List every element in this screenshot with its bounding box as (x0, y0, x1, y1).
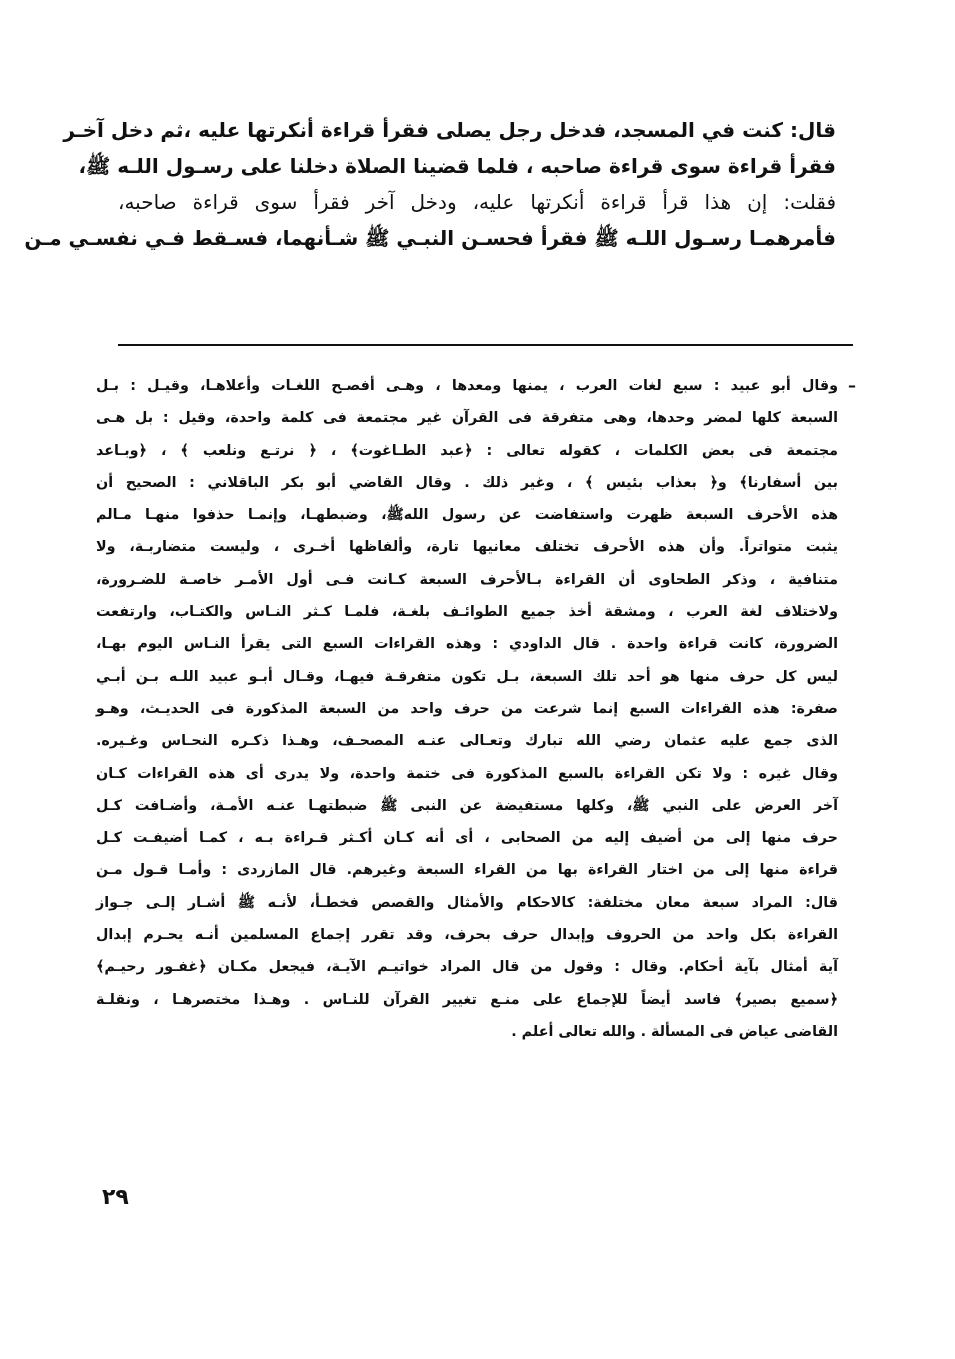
footnote-line: آخر العرض على النبي ﷺ، وكلها مستفيضة عن النبى ﷺ ضبطتهـا عنـه الأمـة، وأضـافت كـل (96, 797, 838, 814)
footnote-separator-rule (118, 344, 853, 346)
footnote-line: قال: المراد سبعة معان مختلفة: كالاحكام والأمثال والقصص فخطـأ، لأنـه ﷺ أشـار إلـى جـواز (96, 894, 838, 911)
footnote-block (96, 370, 838, 1048)
footnote-line: مجتمعة فى بعض الكلمات ، كقوله تعالى : ﴿عبد الطـاغوت﴾ ، ﴿ نرتـع ونلعب ﴾ ، ﴿وبـاعد (96, 442, 838, 459)
footnote-line: ليس كل حرف منها هو أحد تلك السبعة، بـل تكون متفرقـة فيهـا، وقـال أبـو عبيد اللـه بـن أبـي (96, 668, 838, 685)
footnote-marker: – (848, 376, 856, 395)
footnote-line: هذه الأحرف السبعة ظهرت واستفاضت عن رسول اللهﷺ، وضبطهـا، وإنمـا حذفوا منهـا مـالم (96, 507, 838, 524)
footnote-line: ولاختلاف لغة العرب ، ومشقة أخذ جميع الطوائـف بلغـة، فلمـا كـثر النـاس والكتـاب، وارتفعت (96, 604, 838, 621)
footnote-line: القاضى عياض فى المسألة . والله تعالى أعلم . (511, 1023, 838, 1040)
footnote-line: الذى جمع عليه عثمان رضي الله تبارك وتعـالى عنـه المصحـف، وهـذا ذكـره النحـاس وغـيره. (96, 733, 838, 750)
main-text-block (24, 112, 836, 256)
footnote-line: يثبت متواتراً. وأن هذه الأحرف تختلف معانيها تارة، وألفاظها أخـرى ، وليست متضاربـة، ولا (96, 539, 838, 556)
footnote-line: حرف منها إلى من أضيف إليه من الصحابى ، أى أنه كـان أكـثر قـراءة بـه ، كمـا أضيفـت كـل (96, 830, 838, 847)
main-text-line: قال: كنت في المسجد، فدخل رجل يصلى فقرأ قراءة أنكرتها عليه ،ثم دخل آخـر (63, 118, 836, 142)
footnote-line: متنافية ، وذكر الطحاوى أن القراءة بـالأحرف السبعة كـانت فـى أول الأمـر خاصـة للضـرورة، (96, 571, 838, 588)
main-text-line: فقرأ قراءة سوى قراءة صاحبه ، فلما قضينا الصلاة دخلنا على رسـول اللـه ﷺ، (78, 154, 836, 178)
footnote-line: آية أمثال بآية أحكام. وقال : وقول من قال المراد خواتيـم الآيـة، فيجعل مكـان ﴿غفـور رحيـم﴾ (96, 959, 838, 976)
footnote-line: وقال غيره : ولا تكن القراءة بالسبع المذكورة فى ختمة واحدة، ولا يدرى أى هذه القراءات كـان (96, 765, 838, 782)
footnote-line: ﴿سميع بصير﴾ فاسد أيضاً للإجماع على منـع تغيير القرآن للنـاس . وهـذا مختصرهـا ، ونقلـة (96, 991, 838, 1008)
main-text-line: فأمرهمـا رسـول اللـه ﷺ فقرأ فحسـن النبـي ﷺ شـأنهما، فسـقط فـي نفسـي مـن (24, 226, 836, 250)
footnote-line: وقال أبو عبيد : سبع لغات العرب ، يمنها ومعدها ، وهـى أفصـح اللغـات وأعلاهـا، وقيـل : بـل (96, 378, 838, 394)
footnote-line: السبعة كلها لمضر وحدها، وهى متفرقة فى القرآن غير مجتمعة فى كلمة واحدة، وقيل : بل هـى (96, 410, 838, 427)
footnote-line: القراءة بكل واحد من الحروف وإبدال حرف بحرف، وقد تقرر إجماع المسلمين أنـه يحـرم إبدال (96, 927, 838, 944)
footnote-line: صفرة: هذه القراءات السبع إنما شرعت من حرف واحد من السبعة المذكورة فى الحديـث، وهـو (96, 700, 838, 717)
footnote-line: الضرورة، كانت قراءة واحدة . قال الداودي : وهذه القراءات السبع التى يقرأ النـاس اليوم بهـا، (96, 636, 838, 653)
page-number: ٢٩ (102, 1185, 129, 1210)
footnote-line: بين أسفارنا﴾ و﴿ بعذاب بئيس ﴾ ، وغير ذلك . وقال القاضي أبو بكر الباقلاني : الصحيح أن (96, 474, 838, 491)
footnote-line: قراءة منها إلى من اختار القراءة بها من القراء السبعة وغيرهم. قال المازردى : وأمـا قـول مـن (96, 862, 838, 879)
main-text-line: فقلت: إن هذا قرأ قراءة أنكرتها عليه، ودخل آخر فقرأ سوى قراءة صاحبه، (118, 190, 836, 214)
